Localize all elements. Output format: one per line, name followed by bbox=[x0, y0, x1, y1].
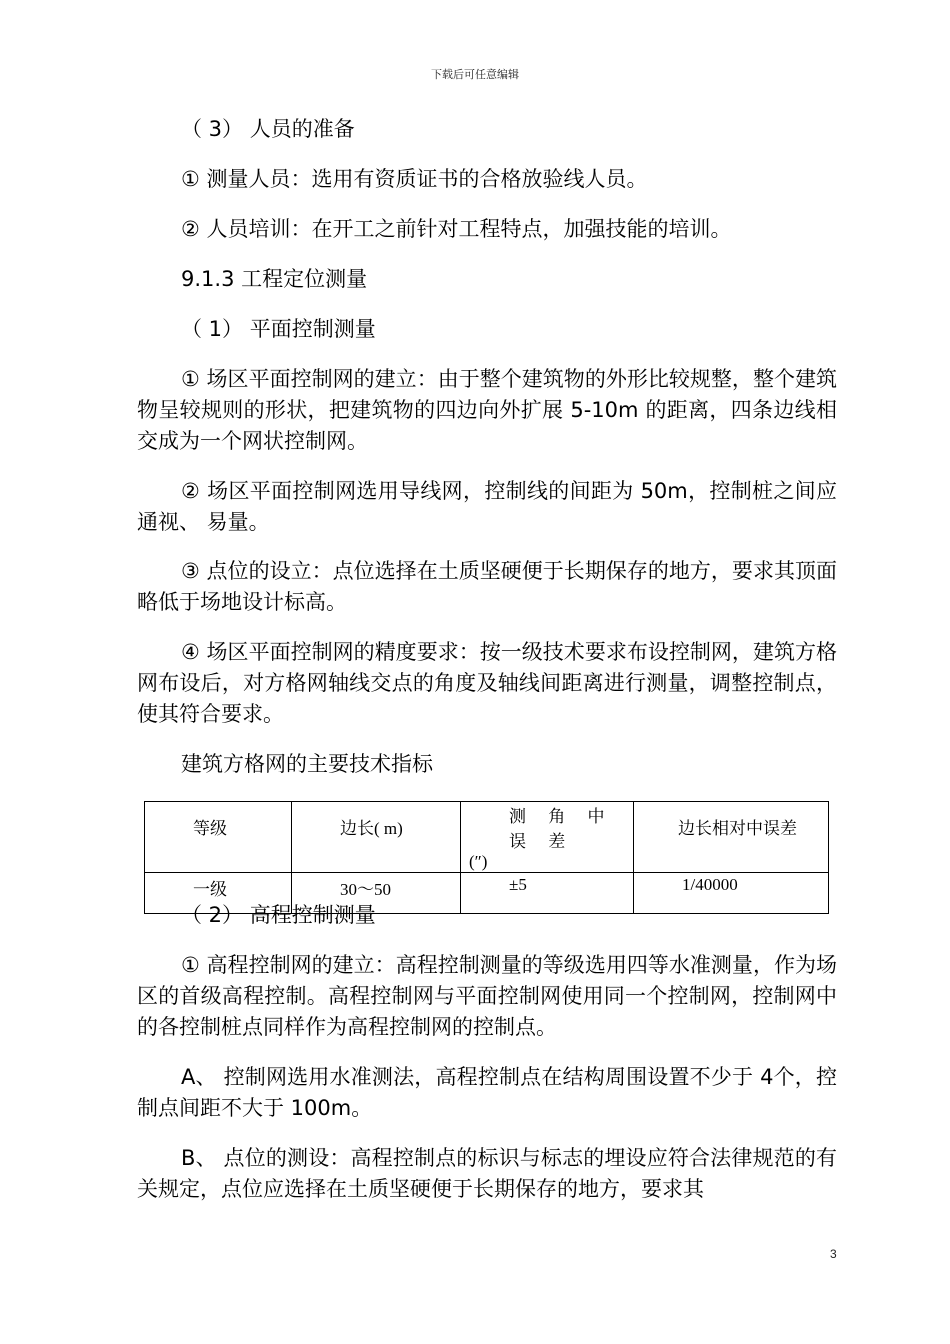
table-cell: 一级 bbox=[193, 880, 227, 899]
paragraph: ① 高程控制网的建立：高程控制测量的等级选用四等水准测量，作为场区的首级高程控制。高程控制网与平面控制网使用同一个控制网，控制网中的各控制桩点同样作为高程控制网的控制点。 bbox=[137, 953, 837, 1039]
paragraph: （ 3） 人员的准备 bbox=[181, 117, 355, 141]
subsection-heading: （ 2） 高程控制测量 bbox=[181, 903, 376, 927]
header-cell: 边长相对中误差 bbox=[678, 819, 797, 838]
table-cell: ±5 bbox=[509, 875, 527, 894]
subsection-heading: （ 1） 平面控制测量 bbox=[181, 317, 376, 341]
paragraph: ② 人员培训：在开工之前针对工程特点，加强技能的培训。 bbox=[181, 217, 732, 241]
table-cell: 1/40000 bbox=[682, 875, 738, 894]
header-cell: 边长( m) bbox=[340, 819, 403, 838]
paragraph: ② 场区平面控制网选用导线网，控制线的间距为 50m，控制桩之间应通视、 易量。 bbox=[137, 479, 837, 534]
header-cell: 测 角 中 误 差 (″) bbox=[469, 807, 614, 871]
paragraph: ① 场区平面控制网的建立：由于整个建筑物的外形比较规整，整个建筑物呈较规则的形状，把建筑物的四边向外扩展 5-10m 的距离，四条边线相交成为一个网状控制网。 bbox=[137, 367, 837, 453]
paragraph: ④ 场区平面控制网的精度要求：按一级技术要求布设控制网，建筑方格网布设后，对方格网轴线交点的角度及轴线间距离进行测量，调整控制点，使其符合要求。 bbox=[137, 640, 837, 726]
paragraph: B、 点位的测设：高程控制点的标识与标志的埋设应符合法律规范的有关规定，点位应选择在土质坚硬便于长期保存的地方，要求其 bbox=[137, 1146, 837, 1201]
table-cell: 30～50 bbox=[340, 880, 391, 899]
section-heading: 9.1.3 工程定位测量 bbox=[181, 267, 368, 291]
paragraph: A、 控制网选用水准测法，高程控制点在结构周围设置不少于 4个，控制点间距不大于 100m。 bbox=[137, 1065, 837, 1120]
header-cell: 等级 bbox=[193, 819, 227, 838]
paragraph: ① 测量人员：选用有资质证书的合格放验线人员。 bbox=[181, 167, 648, 191]
page-header: 下载后可任意编辑 bbox=[431, 68, 519, 81]
table-caption: 建筑方格网的主要技术指标 bbox=[181, 752, 433, 776]
paragraph: ③ 点位的设立：点位选择在土质坚硬便于长期保存的地方，要求其顶面略低于场地设计标高。 bbox=[137, 559, 837, 614]
spec-table bbox=[144, 801, 829, 914]
table-header-row bbox=[145, 802, 829, 873]
page-number: 3 bbox=[830, 1247, 837, 1261]
